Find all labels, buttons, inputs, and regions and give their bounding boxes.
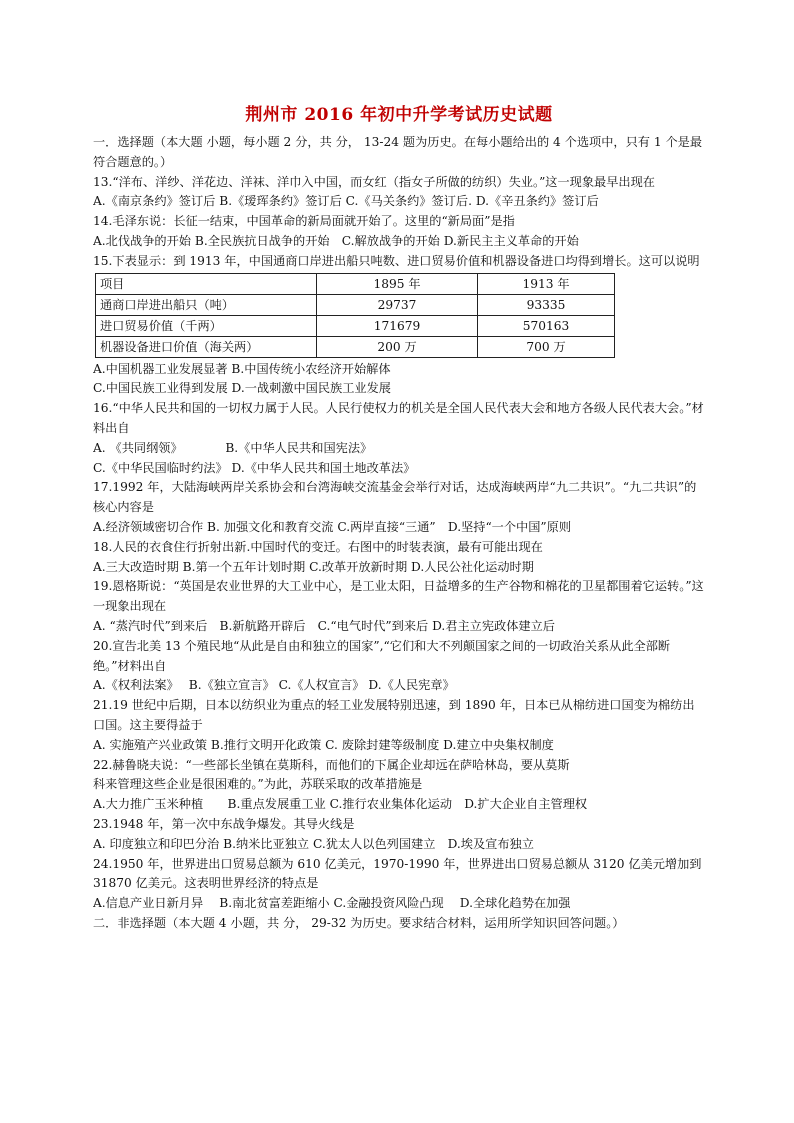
section-two-instructions: 二．非选择题（本大题 4 小题，共 分， 29-32 为历史。要求结合材料，运用所学知识回答问题。） xyxy=(93,915,625,930)
q16-options-2: C.《中华民国临时约法》 D.《中华人民共和国土地改革法》 xyxy=(93,460,416,475)
table-header-cell: 1913 年 xyxy=(478,273,615,294)
q15-stem: 15.下表显示：到 1913 年，中国通商口岸进出船只吨数、进口贸易价值和机器设备进口均得到增长。这可以说明 xyxy=(93,253,700,268)
table-header-row xyxy=(96,273,615,294)
q19-options: A. “蒸汽时代”到来后 B.新航路开辟后 C.“电气时代”到来后 D.君主立宪政体建立后 xyxy=(93,618,555,633)
table-cell: 29737 xyxy=(317,294,478,315)
q18-stem: 18.人民的衣食住行折射出新.中国时代的变迁。右图中的时装表演，最有可能出现在 xyxy=(93,539,543,554)
q13-options: A.《南京条约》签订后 B.《瑷珲条约》签订后 C.《马关条约》签订后. D.《辛丑条约》签订后 xyxy=(93,194,599,209)
q14-stem: 14.毛泽东说：长征一结束，中国革命的新局面就开始了。这里的“新局面”是指 xyxy=(93,214,515,229)
q24-options: A.信息产业日新月异 B.南北贫富差距缩小 C.金融投资风险凸现 D.全球化趋势在加强 xyxy=(93,896,571,911)
q19-stem: 19.恩格斯说：“英国是农业世界的大工业中心，是工业太阳，日益增多的生产谷物和棉花的卫星都围着它运转。”这一现象出现在 xyxy=(93,579,704,614)
q16-stem: 16.“中华人民共和国的一切权力属于人民。人民行使权力的机关是全国人民代表大会和地方各级人民代表大会。”材料出自 xyxy=(93,401,704,435)
table-cell: 机器设备进口价值（海关两） xyxy=(96,336,317,357)
table-cell: 通商口岸进出船只（吨） xyxy=(96,294,317,315)
q22-stem-2: 科来管理这些企业是很困难的。”为此，苏联采取的改革措施是 xyxy=(93,777,423,792)
q24-stem: 24.1950 年，世界进出口贸易总额为 610 亿美元，1970-1990 年，世界进出口贸易总额从 3120 亿美元增加到 31870 亿美元。这表明世界经济的特点是 xyxy=(93,856,702,891)
table-cell: 700 万 xyxy=(478,336,615,357)
q20-options: A.《权利法案》 B.《独立宣言》 C.《人权宣言》 D.《人民宪章》 xyxy=(93,678,455,693)
q21-options: A. 实施殖产兴业政策 B.推行文明开化政策 C. 废除封建等级制度 D.建立中央集权制度 xyxy=(93,737,554,752)
table-cell: 200 万 xyxy=(317,336,478,357)
q21-stem: 21.19 世纪中后期，日本以纺织业为重点的轻工业发展特别迅速，到 1890 年，日本已从棉纺进口国变为棉纺出口国。这主要得益于 xyxy=(93,698,695,732)
table-cell: 171679 xyxy=(317,315,478,336)
q17-stem: 17.1992 年，大陆海峡两岸关系协会和台湾海峡交流基金会举行对话，达成海峡两岸“九二共识”。“九二共识”的核心内容是 xyxy=(93,480,697,515)
table-cell: 进口贸易价值（千两） xyxy=(96,315,317,336)
table-row xyxy=(96,336,615,357)
table-row xyxy=(96,294,615,315)
q13-stem: 13.“洋布、洋纱、洋花边、洋袜、洋巾入中国，而女红（指女子所做的纺织）失业。”这一现象最早出现在 xyxy=(93,174,655,189)
table-cell: 93335 xyxy=(478,294,615,315)
table-header-cell: 1895 年 xyxy=(317,273,478,294)
q15-options-2: C.中国民族工业得到发展 D.一战刺激中国民族工业发展 xyxy=(93,381,391,396)
q17-options: A.经济领域密切合作 B. 加强文化和教育交流 C.两岸直接“三通” D.坚持“一个中国”原则 xyxy=(93,519,572,534)
q15-data-table xyxy=(95,273,615,358)
page-title: 荆州市 2016 年初中升学考试历史试题 xyxy=(245,105,553,125)
section-one-instructions: 一．选择题（本大题 小题，每小题 2 分，共 分， 13-24 题为历史。在每小题给出的 4 个选项中，只有 1 个是最符合题意的。） xyxy=(93,135,703,169)
q23-options: A. 印度独立和印巴分治 B.纳米比亚独立 C.犹太人以色列国建立 D.埃及宣布独立 xyxy=(93,836,534,851)
q20-stem: 20.宣告北美 13 个殖民地“从此是自由和独立的国家”,“它们和大不列颠国家之间的一切政治关系从此全部断绝。”材料出自 xyxy=(93,638,671,673)
q22-options: A.大力推广玉米种植 B.重点发展重工业 C.推行农业集体化运动 D.扩大企业自主管理权 xyxy=(93,797,588,812)
exam-page xyxy=(93,100,705,934)
q18-options: A.三大改造时期 B.第一个五年计划时期 C.改革开放新时期 D.人民公社化运动时期 xyxy=(93,559,534,574)
q14-options: A.北伐战争的开始 B.全民族抗日战争的开始 C.解放战争的开始 D.新民主主义革命的开始 xyxy=(93,233,579,248)
q16-options-1: A. 《共同纲领》 B.《中华人民共和国宪法》 xyxy=(93,440,373,455)
table-cell: 570163 xyxy=(478,315,615,336)
q15-options-1: A.中国机器工业发展显著 B.中国传统小农经济开始解体 xyxy=(93,361,391,376)
q22-stem-1: 22.赫鲁晓夫说：“一些部长坐镇在莫斯科，而他们的下属企业却远在萨哈林岛，要从莫斯 xyxy=(93,757,570,772)
q23-stem: 23.1948 年，第一次中东战争爆发。其导火线是 xyxy=(93,816,355,831)
table-header-cell: 项目 xyxy=(96,273,317,294)
table-row xyxy=(96,315,615,336)
